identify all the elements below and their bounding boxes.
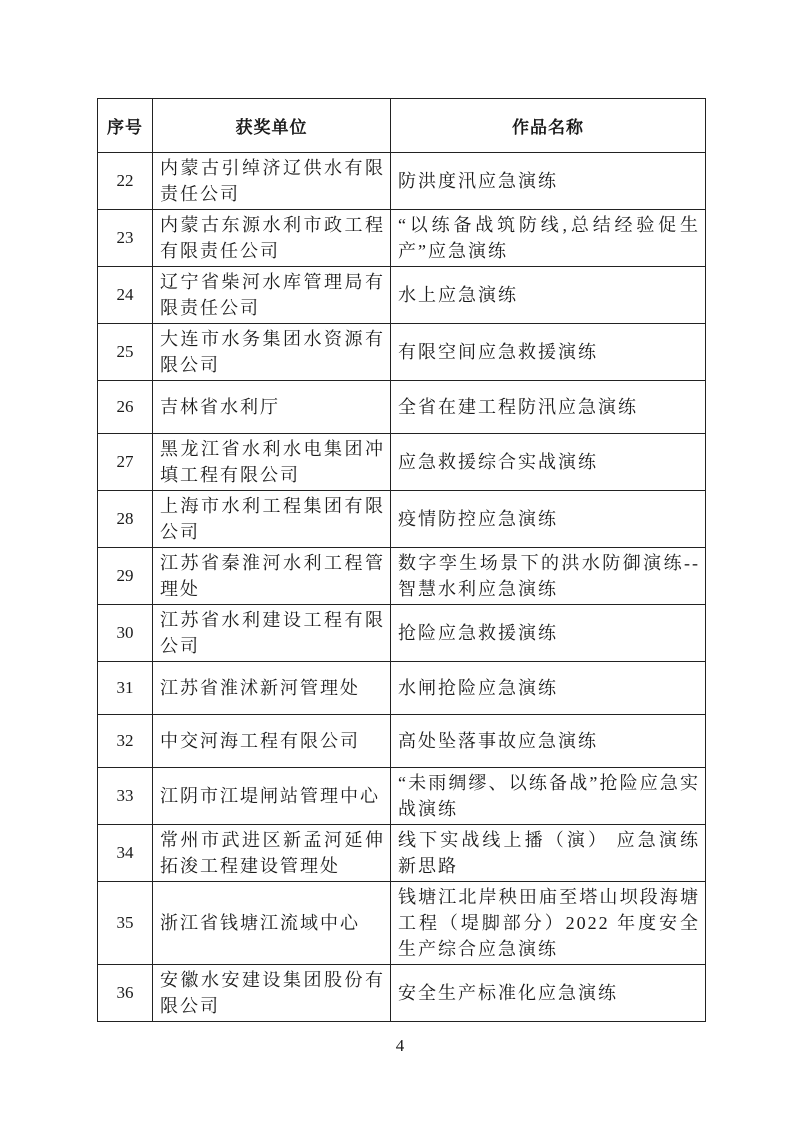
work-name: 数字孪生场景下的洪水防御演练--智慧水利应急演练	[391, 548, 706, 605]
serial-number: 26	[98, 381, 153, 434]
award-unit: 内蒙古东源水利市政工程有限责任公司	[153, 210, 391, 267]
serial-number: 35	[98, 882, 153, 965]
award-unit: 安徽水安建设集团股份有限公司	[153, 965, 391, 1022]
work-name: 应急救援综合实战演练	[391, 434, 706, 491]
award-unit: 江苏省秦淮河水利工程管理处	[153, 548, 391, 605]
table-row	[98, 882, 706, 965]
page-number: 4	[395, 1036, 405, 1055]
work-name: 线下实战线上播（演） 应急演练新思路	[391, 825, 706, 882]
work-name: 水闸抢险应急演练	[391, 662, 706, 715]
work-name: 抢险应急救援演练	[391, 605, 706, 662]
serial-number: 31	[98, 662, 153, 715]
award-unit: 常州市武进区新孟河延伸拓浚工程建设管理处	[153, 825, 391, 882]
serial-number: 25	[98, 324, 153, 381]
table-row	[98, 324, 706, 381]
serial-number: 29	[98, 548, 153, 605]
table-row	[98, 965, 706, 1022]
header-work-name: 作品名称	[391, 99, 706, 153]
table-row	[98, 768, 706, 825]
award-unit: 上海市水利工程集团有限公司	[153, 491, 391, 548]
serial-number: 23	[98, 210, 153, 267]
serial-number: 36	[98, 965, 153, 1022]
work-name: 有限空间应急救援演练	[391, 324, 706, 381]
table-row	[98, 153, 706, 210]
table-row	[98, 491, 706, 548]
header-award-unit: 获奖单位	[153, 99, 391, 153]
award-unit: 大连市水务集团水资源有限公司	[153, 324, 391, 381]
serial-number: 34	[98, 825, 153, 882]
serial-number: 33	[98, 768, 153, 825]
serial-number: 30	[98, 605, 153, 662]
award-unit: 中交河海工程有限公司	[153, 715, 391, 768]
work-name: 全省在建工程防汛应急演练	[391, 381, 706, 434]
work-name: 高处坠落事故应急演练	[391, 715, 706, 768]
work-name: 防洪度汛应急演练	[391, 153, 706, 210]
award-unit: 内蒙古引绰济辽供水有限责任公司	[153, 153, 391, 210]
serial-number: 32	[98, 715, 153, 768]
header-serial-number: 序号	[98, 99, 153, 153]
award-unit: 黑龙江省水利水电集团冲填工程有限公司	[153, 434, 391, 491]
table-row	[98, 381, 706, 434]
work-name: “未雨绸缪、以练备战”抢险应急实战演练	[391, 768, 706, 825]
awards-table	[97, 98, 706, 1022]
table-row	[98, 605, 706, 662]
serial-number: 28	[98, 491, 153, 548]
work-name: 安全生产标准化应急演练	[391, 965, 706, 1022]
work-name: 钱塘江北岸秧田庙至塔山坝段海塘工程（堤脚部分）2022 年度安全生产综合应急演练	[391, 882, 706, 965]
table-row	[98, 210, 706, 267]
award-unit: 吉林省水利厅	[153, 381, 391, 434]
award-unit: 江苏省淮沭新河管理处	[153, 662, 391, 715]
award-unit: 江苏省水利建设工程有限公司	[153, 605, 391, 662]
serial-number: 27	[98, 434, 153, 491]
table-row	[98, 267, 706, 324]
table-row	[98, 825, 706, 882]
table-header-row	[98, 99, 706, 153]
table-row	[98, 434, 706, 491]
award-unit: 浙江省钱塘江流域中心	[153, 882, 391, 965]
work-name: “以练备战筑防线,总结经验促生产”应急演练	[391, 210, 706, 267]
award-unit: 辽宁省柴河水库管理局有限责任公司	[153, 267, 391, 324]
work-name: 疫情防控应急演练	[391, 491, 706, 548]
table-row	[98, 715, 706, 768]
work-name: 水上应急演练	[391, 267, 706, 324]
table-row	[98, 548, 706, 605]
serial-number: 22	[98, 153, 153, 210]
serial-number: 24	[98, 267, 153, 324]
award-unit: 江阴市江堤闸站管理中心	[153, 768, 391, 825]
table-row	[98, 662, 706, 715]
